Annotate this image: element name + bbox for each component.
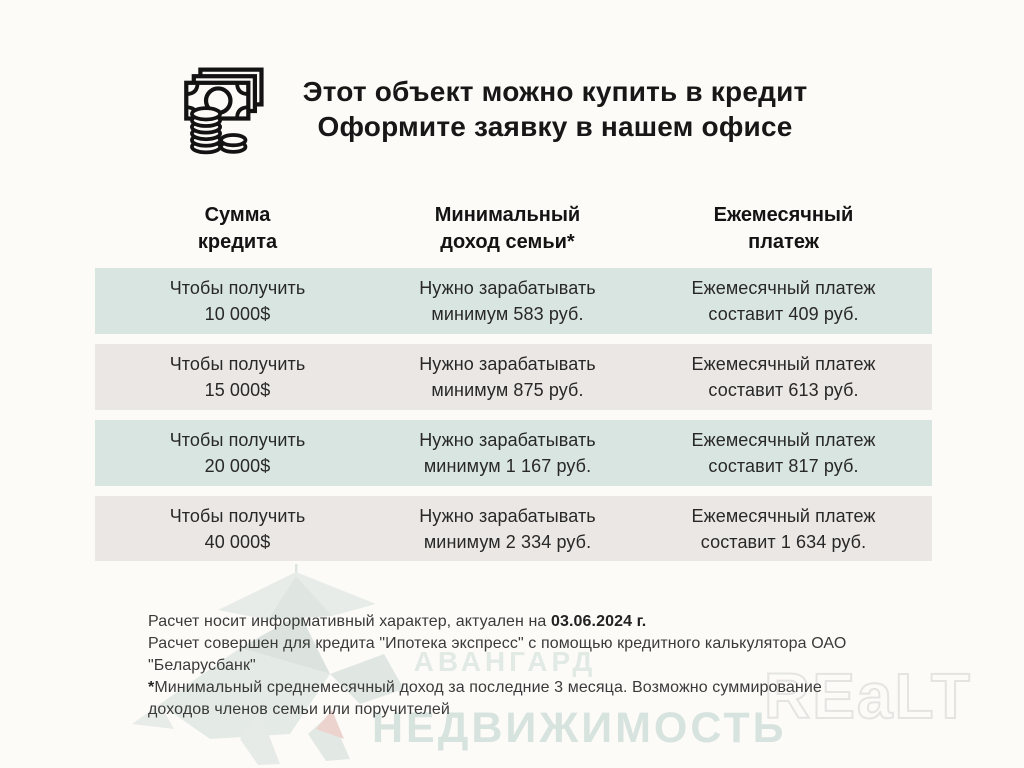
table-row: [95, 496, 932, 561]
column-header-monthly-payment: Ежемесячный платеж: [713, 204, 854, 253]
footnote-bank: "Беларусбанк": [148, 657, 256, 674]
money-icon: [175, 64, 269, 158]
table-row: [95, 420, 932, 486]
column-header-min-income: Минимальный доход семьи*: [434, 204, 581, 253]
footnote-date: 03.06.2024 г.: [550, 613, 647, 630]
footnote-calculator: Расчет совершен для кредита "Ипотека экспресс" с помощью кредитного калькулятора ОАО: [148, 635, 847, 652]
cell-monthly-payment: Ежемесячный платеж составит 1 634 руб.: [691, 505, 876, 552]
cell-loan-amount: Чтобы получить 15 000$: [169, 354, 306, 400]
table-row: [95, 268, 932, 334]
brand-watermark-nedvizhimost: НЕДВИЖИМОСТЬ: [372, 704, 787, 752]
cell-monthly-payment: Ежемесячный платеж составит 409 руб.: [691, 278, 876, 324]
cell-min-income: Нужно зарабатывать минимум 1 167 руб.: [419, 430, 596, 476]
realt-logo-text: REaLT: [764, 660, 972, 732]
footnote-income-note: *Минимальный среднемесячный доход за последние 3 месяца. Возможно суммирование: [148, 679, 822, 696]
cell-loan-amount: Чтобы получить 20 000$: [169, 430, 306, 476]
title-line-2: Оформите заявку в нашем офисе: [317, 111, 793, 142]
table-header-row: [95, 202, 932, 256]
cell-loan-amount: Чтобы получить 40 000$: [169, 505, 306, 552]
table-row: [95, 344, 932, 410]
column-header-loan-amount: Сумма кредита: [197, 204, 278, 253]
cell-loan-amount: Чтобы получить 10 000$: [169, 278, 306, 324]
cell-min-income: Нужно зарабатывать минимум 875 руб.: [419, 354, 596, 400]
cell-min-income: Нужно зарабатывать минимум 2 334 руб.: [419, 505, 596, 552]
footnote-asterisk: *: [148, 679, 155, 696]
cell-monthly-payment: Ежемесячный платеж составит 817 руб.: [691, 430, 876, 476]
footnotes: [148, 611, 928, 721]
page-title: [270, 74, 840, 144]
footnote-income-note-2: доходов членов семьи или поручителей: [148, 701, 450, 718]
footnote-validity: Расчет носит информативный характер, актуален на 03.06.2024 г.: [148, 613, 647, 630]
title-line-1: Этот объект можно купить в кредит: [302, 76, 808, 107]
cell-monthly-payment: Ежемесячный платеж составит 613 руб.: [691, 354, 876, 400]
brand-watermark-avangard: АВАНГАРД: [413, 646, 597, 677]
cell-min-income: Нужно зарабатывать минимум 583 руб.: [419, 278, 596, 324]
